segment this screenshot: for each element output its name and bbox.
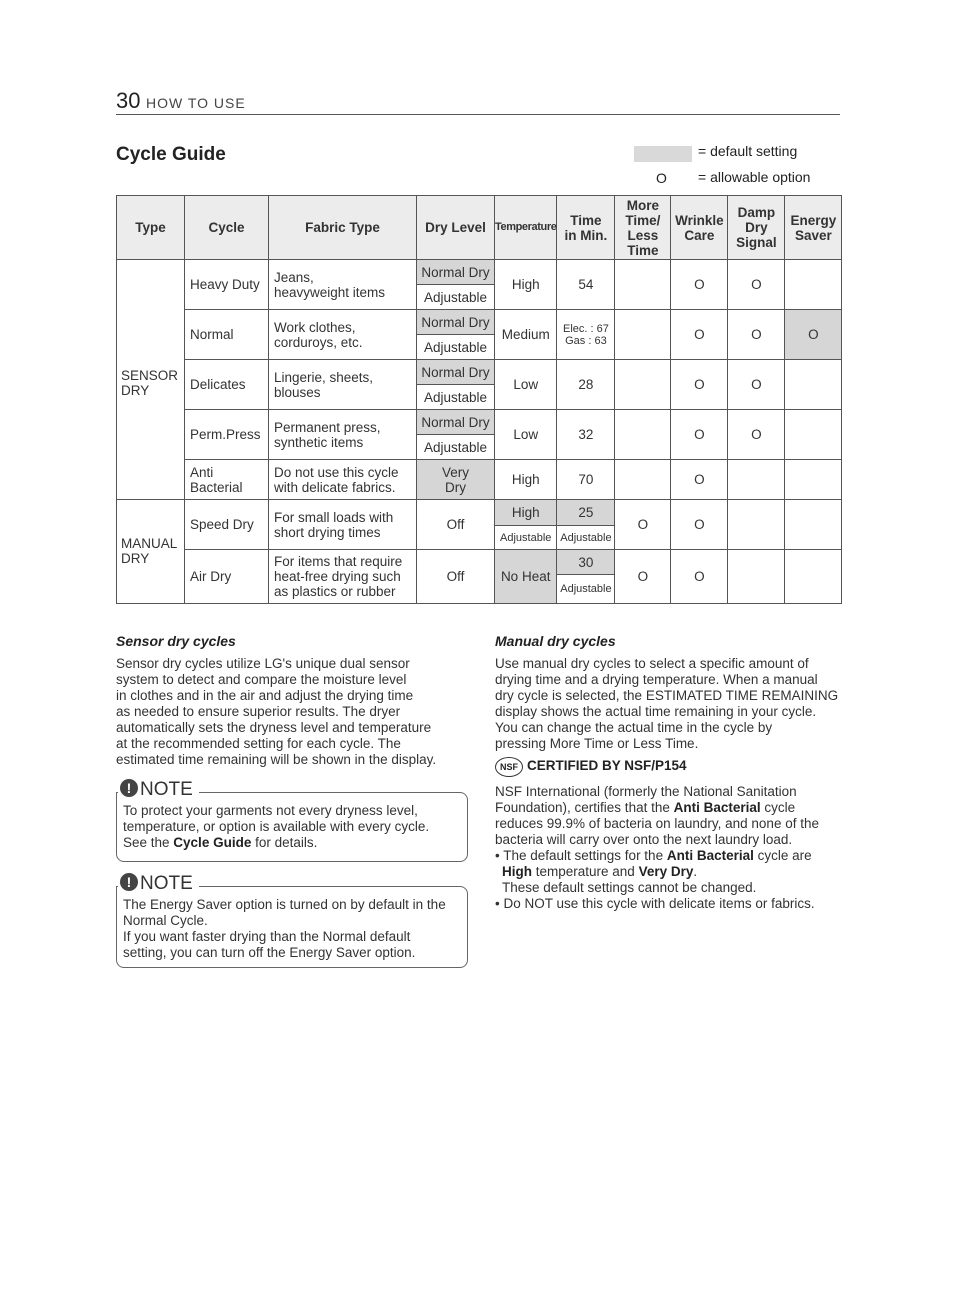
option-circle-icon: O <box>671 260 728 310</box>
temp-air-dry: No Heat <box>495 550 557 604</box>
header-time: Time in Min. <box>557 196 615 260</box>
note-text: The Energy Saver option is turned on by default in the Normal Cycle. If you want faster drying than the Normal default setting, you can turn off the Energy Saver option. <box>123 897 446 960</box>
cycle-perm-press: Perm.Press <box>185 410 269 460</box>
note-heading: ! NOTE <box>118 779 199 801</box>
fabric-heavy-duty: Jeans, heavyweight items <box>269 260 417 310</box>
legend-allowed-label: = allowable option <box>698 169 811 185</box>
nsf-paragraph: NSF International (formerly the National Sanitation Foundation), certifies that the Anti Bacterial cycle reduces 99.9% of bacteria on laundry, and none of the bacteria will carry over onto the next laundry load. • The default settings for the Anti Bacterial cycle are High temperature and Very Dry. These default settings cannot be changed. • Do NOT use this cycle with delicate items or fabrics. <box>495 784 819 911</box>
time-anti-bacterial: 70 <box>557 460 615 500</box>
fabric-normal: Work clothes, corduroys, etc. <box>269 310 417 360</box>
option-circle-icon: O <box>615 550 671 604</box>
page-number: 30 <box>116 88 141 113</box>
option-circle-icon: O <box>671 550 728 604</box>
fabric-delicates: Lingerie, sheets, blouses <box>269 360 417 410</box>
temp-perm-press: Low <box>495 410 557 460</box>
temp-adjustable: Adjustable <box>495 526 557 550</box>
option-circle-icon: O <box>728 260 785 310</box>
header-divider <box>116 114 840 115</box>
sensor-dry-heading: Sensor dry cycles <box>116 633 236 649</box>
sensor-dry-paragraph: Sensor dry cycles utilize LG's unique dual sensor system to detect and compare the moisture level in clothes and in the air and adjust the drying time as needed to ensure superior results. The dryer automatically sets the dryness level and temperature at the recommended setting for each cycle. The estimated time remaining will be shown in the display. <box>116 656 437 767</box>
table-row <box>117 500 842 526</box>
fabric-perm-press: Permanent press, synthetic items <box>269 410 417 460</box>
dry-level-off: Off <box>417 550 495 604</box>
dry-level-adjustable: Adjustable <box>417 285 495 310</box>
time-heavy-duty: 54 <box>557 260 615 310</box>
header-fabric-type: Fabric Type <box>269 196 417 260</box>
type-manual-dry: MANUAL DRY <box>117 500 185 604</box>
cycle-anti-bacterial: Anti Bacterial <box>185 460 269 500</box>
type-sensor-dry: SENSOR DRY <box>117 260 185 500</box>
note-exclamation-icon: ! <box>120 873 138 891</box>
option-circle-icon: O <box>671 460 728 500</box>
dry-level-adjustable: Adjustable <box>417 385 495 410</box>
note-exclamation-icon: ! <box>120 779 138 797</box>
cycle-delicates: Delicates <box>185 360 269 410</box>
legend-default-swatch <box>634 146 692 162</box>
cycle-heavy-duty: Heavy Duty <box>185 260 269 310</box>
option-circle-icon: O <box>615 500 671 550</box>
time-adjustable: Adjustable <box>557 526 615 550</box>
fabric-air-dry: For items that require heat-free drying such as plastics or rubber <box>269 550 417 604</box>
cycle-normal: Normal <box>185 310 269 360</box>
nsf-logo-icon: NSF <box>495 757 523 777</box>
cycle-guide-table <box>116 195 842 604</box>
temp-heavy-duty: High <box>495 260 557 310</box>
temp-speed-dry: High <box>495 500 557 526</box>
temp-delicates: Low <box>495 360 557 410</box>
option-circle-icon: O <box>671 310 728 360</box>
cycle-speed-dry: Speed Dry <box>185 500 269 550</box>
dry-level-adjustable: Adjustable <box>417 435 495 460</box>
temp-anti-bacterial: High <box>495 460 557 500</box>
note-heading: ! NOTE <box>118 873 199 895</box>
legend-default-label: = default setting <box>698 143 798 159</box>
dry-level-default: Normal Dry <box>417 310 495 335</box>
header-type: Type <box>117 196 185 260</box>
header-more-less-time: More Time/ Less Time <box>615 196 671 260</box>
dry-level-adjustable: Adjustable <box>417 335 495 360</box>
header-wrinkle-care: Wrinkle Care <box>671 196 728 260</box>
time-air-dry: 30 <box>557 550 615 575</box>
header-energy-saver: Energy Saver <box>785 196 842 260</box>
table-header-row <box>117 196 842 260</box>
legend-circle-icon: O <box>656 170 667 186</box>
header-cycle: Cycle <box>185 196 269 260</box>
dry-level-default: Normal Dry <box>417 410 495 435</box>
energy-saver-default-circle-icon: O <box>785 310 842 360</box>
table-row <box>117 260 842 285</box>
time-speed-dry: 25 <box>557 500 615 526</box>
dry-level-default: Normal Dry <box>417 360 495 385</box>
fabric-speed-dry: For small loads with short drying times <box>269 500 417 550</box>
cycle-air-dry: Air Dry <box>185 550 269 604</box>
manual-dry-heading: Manual dry cycles <box>495 633 616 649</box>
table-row <box>117 410 842 435</box>
table-row <box>117 310 842 335</box>
dry-level-off: Off <box>417 500 495 550</box>
fabric-anti-bacterial: Do not use this cycle with delicate fabrics. <box>269 460 417 500</box>
option-circle-icon: O <box>671 360 728 410</box>
option-circle-icon: O <box>671 500 728 550</box>
option-circle-icon: O <box>728 410 785 460</box>
time-adjustable: Adjustable <box>557 575 615 604</box>
header-damp-dry-signal: Damp Dry Signal <box>728 196 785 260</box>
dry-level-default: Normal Dry <box>417 260 495 285</box>
time-delicates: 28 <box>557 360 615 410</box>
temp-normal: Medium <box>495 310 557 360</box>
manual-dry-paragraph: Use manual dry cycles to select a specific amount of drying time and a drying temperature. When a manual dry cycle is selected, the ESTIMATED TIME REMAINING display shows the actual time remaining in your cycle. You can change the actual time in the cycle by pressing More Time or Less Time. <box>495 656 839 751</box>
section-label: HOW TO USE <box>146 95 246 111</box>
option-circle-icon: O <box>671 410 728 460</box>
header-dry-level: Dry Level <box>417 196 495 260</box>
table-row <box>117 550 842 575</box>
nsf-heading: NSF CERTIFIED BY NSF/P154 <box>495 757 687 777</box>
time-normal: Elec. : 67 Gas : 63 <box>557 310 615 360</box>
note-text: To protect your garments not every dryness level, temperature, or option is available with every cycle. See the Cycle Guide for details. <box>123 803 430 850</box>
table-row <box>117 360 842 385</box>
table-row <box>117 460 842 480</box>
option-circle-icon: O <box>728 310 785 360</box>
dry-level-very-dry: Very Dry <box>417 460 495 500</box>
page-title: Cycle Guide <box>116 144 226 165</box>
header-temperature: Temperature <box>495 196 557 260</box>
option-circle-icon: O <box>728 360 785 410</box>
time-perm-press: 32 <box>557 410 615 460</box>
